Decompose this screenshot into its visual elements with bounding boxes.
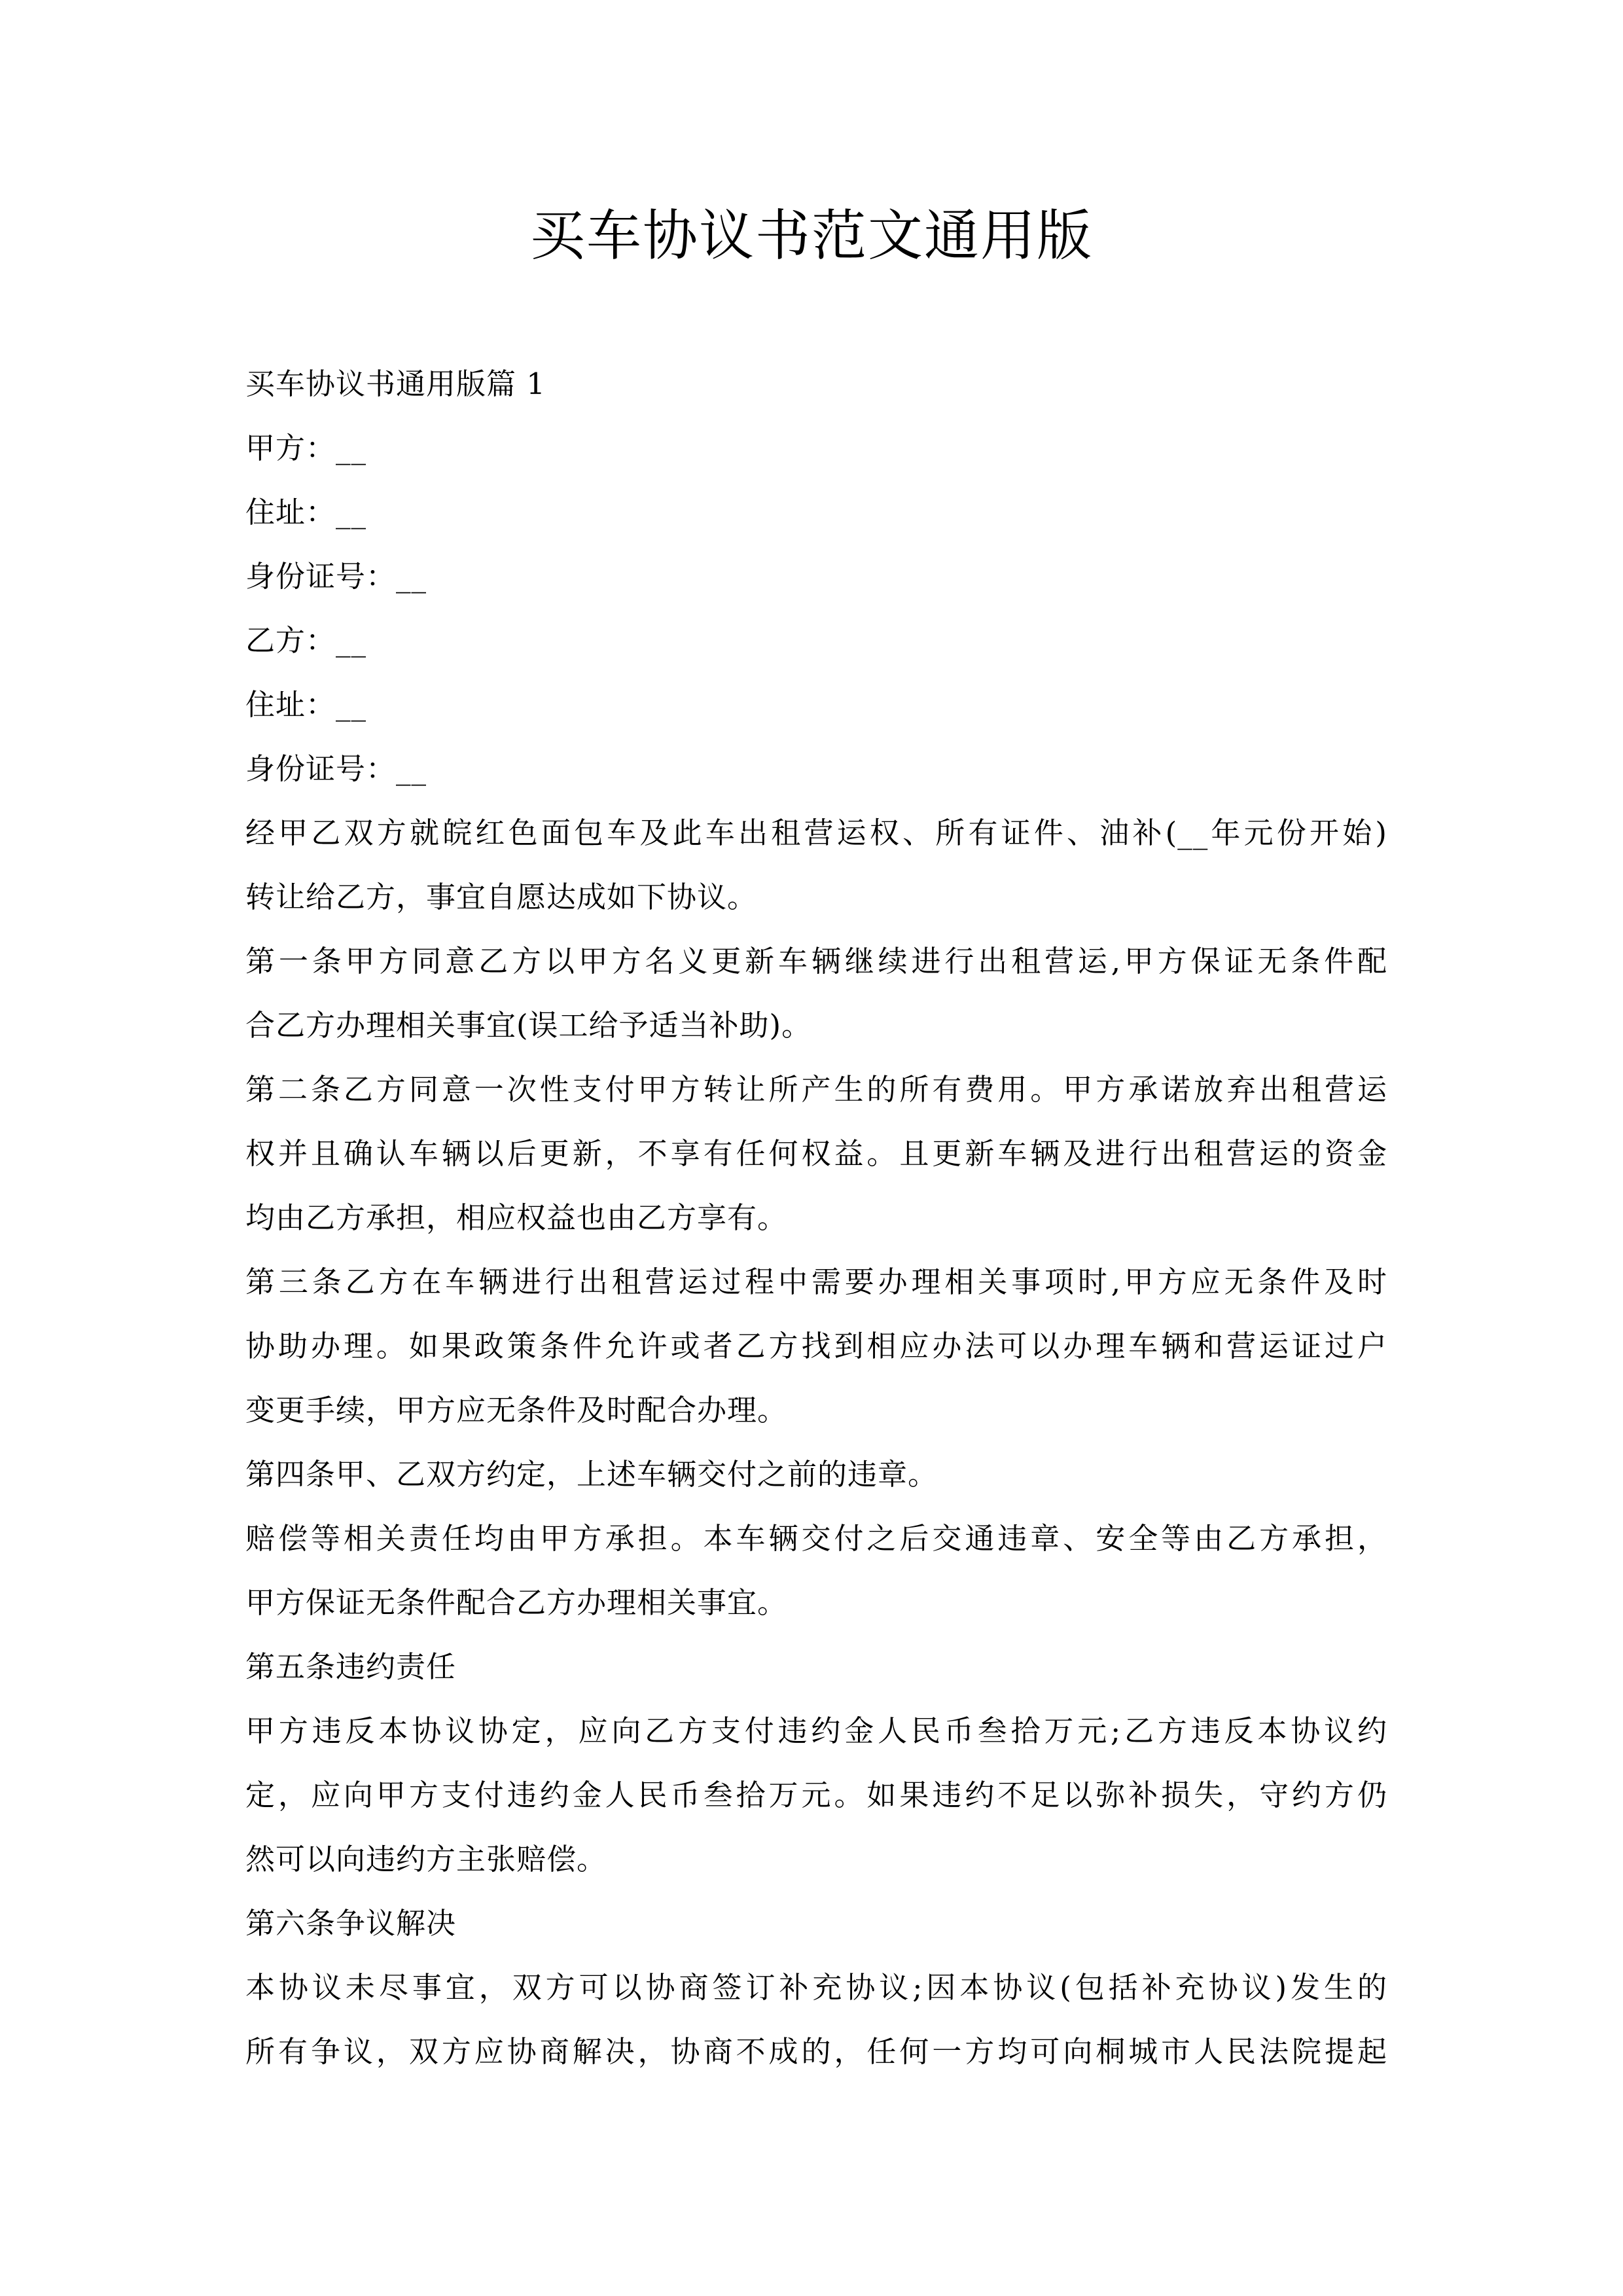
party-a-field: 甲方：__ <box>245 431 367 465</box>
article-3-line: 第三条乙方在车辆进行出租营运过程中需要办理相关事项时,甲方应无条件及时 <box>245 1265 1387 1299</box>
article-6-line: 所有争议，双方应协商解决，协商不成的，任何一方均可向桐城市人民法院提起 <box>245 2034 1387 2069</box>
preamble-line: 经甲乙双方就皖红色面包车及此车出租营运权、所有证件、油补(__年元份开始) <box>245 816 1387 850</box>
document-title: 买车协议书范文通用版 <box>529 204 1093 268</box>
article-2-line: 权并且确认车辆以后更新，不享有任何权益。且更新车辆及进行出租营运的资金 <box>245 1136 1387 1171</box>
party-b-field: 乙方：__ <box>245 623 367 658</box>
article-6-heading: 第六条争议解决 <box>245 1906 457 1941</box>
party-b-id-field: 身份证号：__ <box>245 751 427 786</box>
article-5-heading: 第五条违约责任 <box>245 1649 457 1684</box>
party-b-address-field: 住址：__ <box>245 687 367 722</box>
article-5-line: 然可以向违约方主张赔偿。 <box>245 1842 607 1876</box>
article-1-line: 合乙方办理相关事宜(误工给予适当补助)。 <box>245 1008 812 1043</box>
party-a-id-field: 身份证号：__ <box>245 559 427 594</box>
article-4-line: 甲方保证无条件配合乙方办理相关事宜。 <box>245 1585 788 1620</box>
party-a-address-field: 住址：__ <box>245 495 367 529</box>
article-3-line: 协助办理。如果政策条件允许或者乙方找到相应办法可以办理车辆和营运证过户 <box>245 1329 1387 1363</box>
article-4-line: 第四条甲、乙双方约定，上述车辆交付之前的违章。 <box>245 1457 938 1492</box>
article-2-line: 第二条乙方同意一次性支付甲方转让所产生的所有费用。甲方承诺放弃出租营运 <box>245 1072 1387 1107</box>
article-5-line: 定，应向甲方支付违约金人民币叁拾万元。如果违约不足以弥补损失，守约方仍 <box>245 1778 1387 1812</box>
article-5-line: 甲方违反本协议协定，应向乙方支付违约金人民币叁拾万元;乙方违反本协议约 <box>245 1713 1387 1748</box>
section-heading: 买车协议书通用版篇 1 <box>245 367 546 401</box>
article-4-line: 赔偿等相关责任均由甲方承担。本车辆交付之后交通违章、安全等由乙方承担， <box>245 1521 1387 1556</box>
article-1-line: 第一条甲方同意乙方以甲方名义更新车辆继续进行出租营运,甲方保证无条件配 <box>245 944 1387 978</box>
article-6-line: 本协议未尽事宜，双方可以协商签订补充协议;因本协议(包括补充协议)发生的 <box>245 1970 1387 2005</box>
document-body <box>245 352 1387 2084</box>
article-3-line: 变更手续，甲方应无条件及时配合办理。 <box>245 1393 788 1427</box>
preamble-line: 转让给乙方，事宜自愿达成如下协议。 <box>245 880 758 914</box>
article-2-line: 均由乙方承担，相应权益也由乙方享有。 <box>245 1200 788 1235</box>
